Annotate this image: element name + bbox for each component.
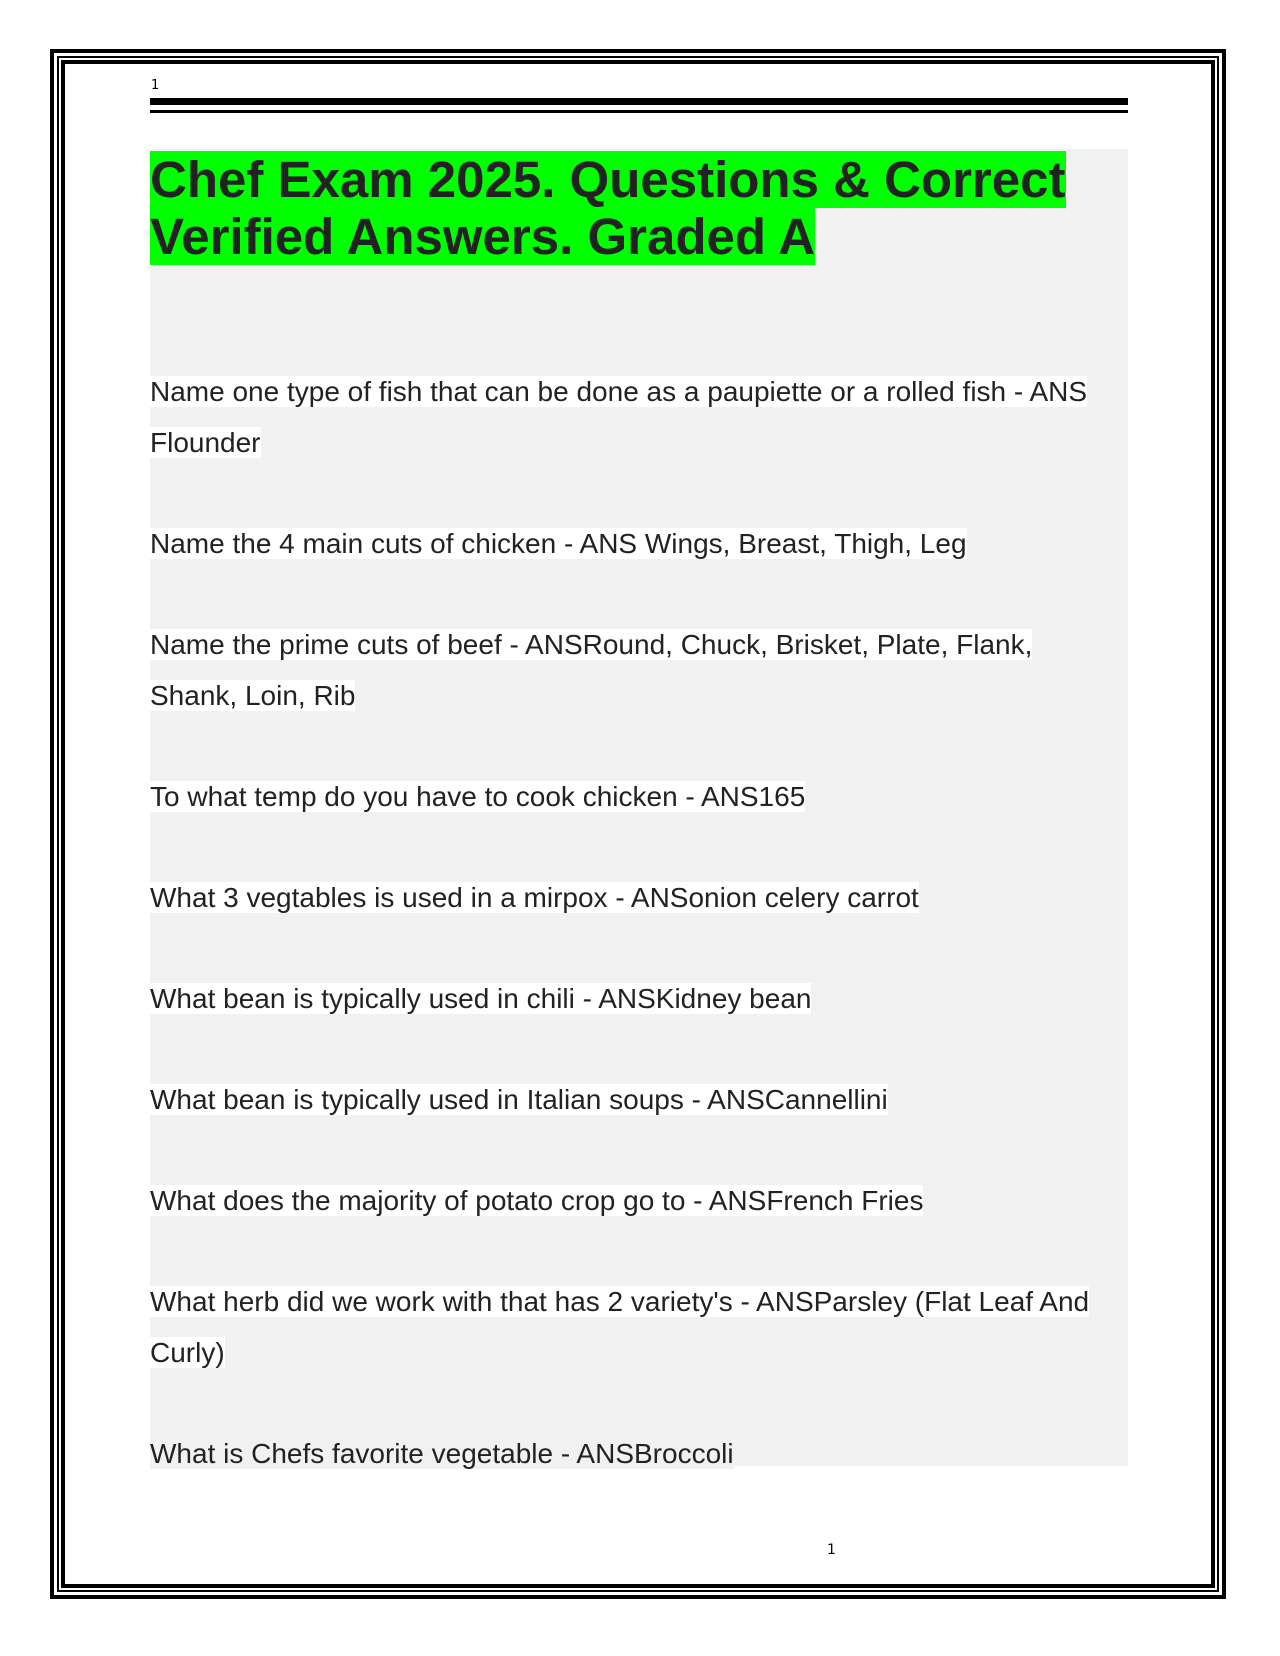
question-answer-text: What is Chefs favorite vegetable - ANSBroccoli <box>150 1438 734 1469</box>
question-answer-text: What bean is typically used in Italian soups - ANSCannellini <box>150 1084 888 1115</box>
header-page-number: 1 <box>151 78 160 93</box>
question-answer-text: What bean is typically used in chili - ANSKidney bean <box>150 983 812 1014</box>
question-answer-text: To what temp do you have to cook chicken - ANS165 <box>150 781 806 812</box>
header-rule-thick <box>150 98 1128 105</box>
question-answer <box>150 1074 1100 1125</box>
question-answer-text: Name the prime cuts of beef - ANSRound, Chuck, Brisket, Plate, Flank, Shank, Loin, Rib <box>150 629 1033 711</box>
question-answer-text: Name the 4 main cuts of chicken - ANS Wings, Breast, Thigh, Leg <box>150 528 967 559</box>
header-rule-thin <box>150 110 1128 113</box>
question-answer <box>150 619 1100 721</box>
question-answer <box>150 1276 1100 1378</box>
document-title <box>150 151 1090 265</box>
question-answer <box>150 366 1100 468</box>
question-answer-text: What does the majority of potato crop go to - ANSFrench Fries <box>150 1185 924 1216</box>
question-answer-text: What herb did we work with that has 2 variety's - ANSParsley (Flat Leaf And Curly) <box>150 1286 1090 1368</box>
question-answer <box>150 1175 1100 1226</box>
question-answer-text: Name one type of fish that can be done as a paupiette or a rolled fish - ANS Flounder <box>150 376 1088 458</box>
document-title-text: Chef Exam 2025. Questions & Correct Verified Answers. Graded A <box>150 151 1066 265</box>
question-answer <box>150 973 1100 1024</box>
footer-page-number: 1 <box>827 1542 836 1558</box>
question-answer <box>150 771 1100 822</box>
question-answer <box>150 1428 1100 1479</box>
question-answer-text: What 3 vegtables is used in a mirpox - ANSonion celery carrot <box>150 882 919 913</box>
question-answer <box>150 518 1100 569</box>
question-answer <box>150 872 1100 923</box>
